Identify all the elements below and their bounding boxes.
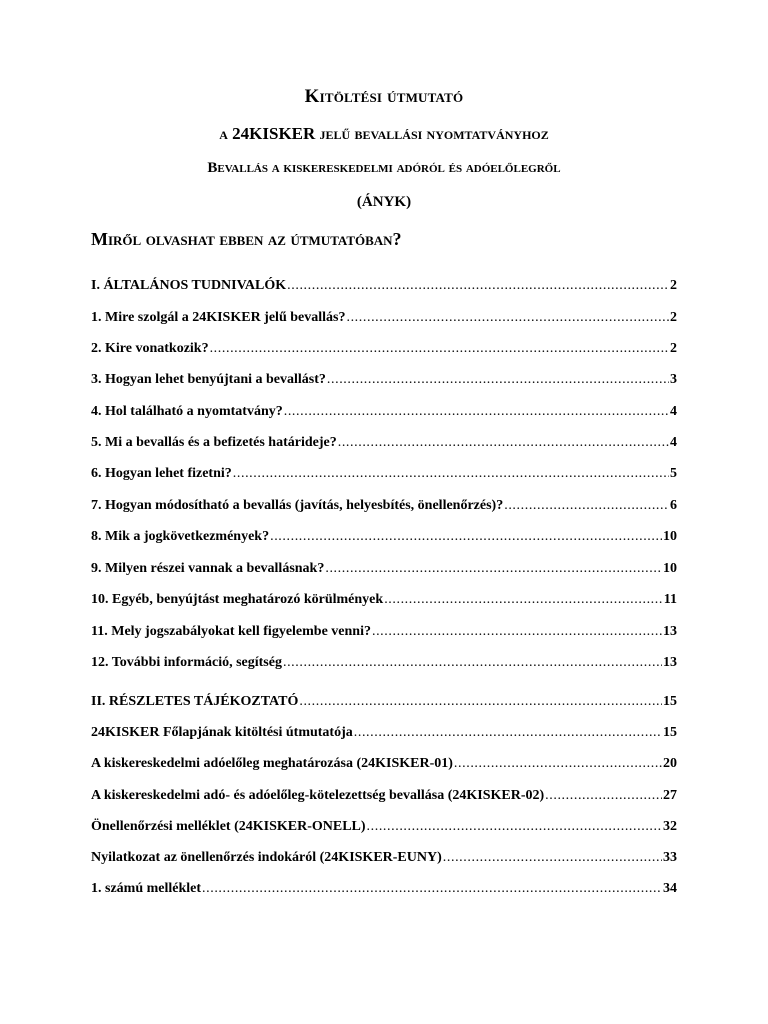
toc-entry-page-number: 15 [663, 694, 677, 709]
toc-entry-label: 10. Egyéb, benyújtást meghatározó körülmények [91, 592, 384, 607]
toc-entry-label: 9. Milyen részei vannak a bevallásnak? [91, 561, 325, 576]
toc-entry-leader [346, 310, 669, 326]
toc-entry-page-number: 2 [670, 310, 677, 325]
toc-entry-leader [454, 756, 662, 772]
toc-entry[interactable] [91, 372, 677, 392]
toc-entry-leader [284, 404, 669, 420]
toc-entry-leader [287, 278, 669, 294]
toc-entry-leader [372, 624, 662, 640]
toc-entry[interactable] [91, 404, 677, 424]
toc-entry[interactable] [91, 561, 677, 581]
toc-entry[interactable] [91, 624, 677, 644]
toc-entry[interactable] [91, 435, 677, 455]
toc-entry[interactable] [91, 341, 677, 361]
toc-entry-page-number: 10 [663, 561, 677, 576]
subtitle-suffix: jelű bevallási nyomtatványhoz [315, 124, 549, 143]
toc-entry-leader [354, 725, 662, 741]
toc-entry-page-number: 34 [663, 881, 677, 896]
toc-entry[interactable] [91, 466, 677, 486]
toc-entry-page-number: 10 [663, 529, 677, 544]
subtitle-code: 24KISKER [232, 124, 316, 143]
toc-entry[interactable] [91, 881, 677, 901]
document-subtitle [0, 124, 768, 144]
toc-entry-leader [325, 561, 662, 577]
toc-entry[interactable] [91, 310, 677, 330]
toc-entry-leader [299, 694, 662, 710]
toc-entry[interactable] [91, 819, 677, 839]
toc-entry-label: 4. Hol található a nyomtatvány? [91, 404, 283, 419]
toc-entry-leader [545, 788, 662, 804]
toc-entry-label: 5. Mi a bevallás és a befizetés határideje? [91, 435, 337, 450]
toc-entry-page-number: 6 [670, 498, 677, 513]
toc-entry-page-number: 33 [663, 850, 677, 865]
toc-entry-label: 8. Mik a jogkövetkezmények? [91, 529, 270, 544]
toc-entry-leader [202, 881, 662, 897]
toc-entry[interactable] [91, 756, 677, 776]
toc-entry-leader [210, 341, 669, 357]
toc-entry-leader [283, 655, 662, 671]
toc-entry-page-number: 2 [670, 278, 677, 293]
toc-entry-leader [233, 466, 669, 482]
toc-entry[interactable] [91, 850, 677, 870]
document-title: Kitöltési útmutató [304, 86, 464, 107]
document-subtitle-2: Bevallás a kiskereskedelmi adóról és adóelőlegről [207, 160, 561, 176]
toc-entry-leader [338, 435, 669, 451]
document-subtitle-3: (ÁNYK) [356, 194, 412, 210]
toc-entry-leader [367, 819, 662, 835]
toc-entry-page-number: 15 [663, 725, 677, 740]
toc-entry-label: 12. További információ, segítség [91, 655, 282, 670]
toc-entry[interactable] [91, 592, 677, 612]
toc-entry-leader [443, 850, 662, 866]
toc-entry-label: 24KISKER Főlapjának kitöltési útmutatója [91, 725, 353, 740]
toc-entry-label: 3. Hogyan lehet benyújtani a bevallást? [91, 372, 326, 387]
toc-entry-page-number: 3 [670, 372, 677, 387]
toc-entry[interactable] [91, 278, 677, 298]
toc-entry-page-number: 20 [663, 756, 677, 771]
toc-entry-page-number: 4 [670, 404, 677, 419]
toc-entry-page-number: 5 [670, 466, 677, 481]
toc-entry-label: I. ÁLTALÁNOS TUDNIVALÓK [91, 278, 287, 293]
toc-entry-label: 7. Hogyan módosítható a bevallás (javítás, helyesbítés, önellenőrzés)? [91, 498, 504, 513]
toc-entry-page-number: 32 [663, 819, 677, 834]
toc-entry-leader [504, 498, 669, 514]
toc-entry-label: Önellenőrzési melléklet (24KISKER-ONELL) [91, 819, 366, 834]
toc-entry-leader [384, 592, 663, 608]
toc-entry[interactable] [91, 788, 677, 808]
toc-entry-leader [270, 529, 662, 545]
toc-entry-label: A kiskereskedelmi adóelőleg meghatározása (24KISKER-01) [91, 756, 453, 771]
toc-heading: Miről olvashat ebben az útmutatóban? [91, 229, 402, 249]
toc-entry-page-number: 27 [663, 788, 677, 803]
toc-entry[interactable] [91, 725, 677, 745]
toc-entry[interactable] [91, 694, 677, 714]
toc-entry[interactable] [91, 529, 677, 549]
toc-entry-page-number: 4 [670, 435, 677, 450]
toc-entry-label: 6. Hogyan lehet fizetni? [91, 466, 232, 481]
toc-entry-page-number: 13 [663, 624, 677, 639]
toc-entry-leader [327, 372, 669, 388]
toc-entry-page-number: 2 [670, 341, 677, 356]
toc-entry-page-number: 13 [663, 655, 677, 670]
toc-entry-page-number: 11 [663, 592, 677, 607]
toc-entry-label: 11. Mely jogszabályokat kell figyelembe venni? [91, 624, 371, 639]
subtitle-prefix: a [219, 124, 233, 143]
toc-entry-label: 1. Mire szolgál a 24KISKER jelű bevallás? [91, 310, 346, 325]
toc-entry[interactable] [91, 498, 677, 518]
toc-entry-label: II. RÉSZLETES TÁJÉKOZTATÓ [91, 694, 299, 709]
toc-entry-label: 2. Kire vonatkozik? [91, 341, 209, 356]
toc-entry[interactable] [91, 655, 677, 675]
toc-entry-label: A kiskereskedelmi adó- és adóelőleg-kötelezettség bevallása (24KISKER-02) [91, 788, 545, 803]
toc-entry-label: Nyilatkozat az önellenőrzés indokáról (24KISKER-EUNY) [91, 850, 442, 865]
toc-entry-label: 1. számú melléklet [91, 881, 202, 896]
